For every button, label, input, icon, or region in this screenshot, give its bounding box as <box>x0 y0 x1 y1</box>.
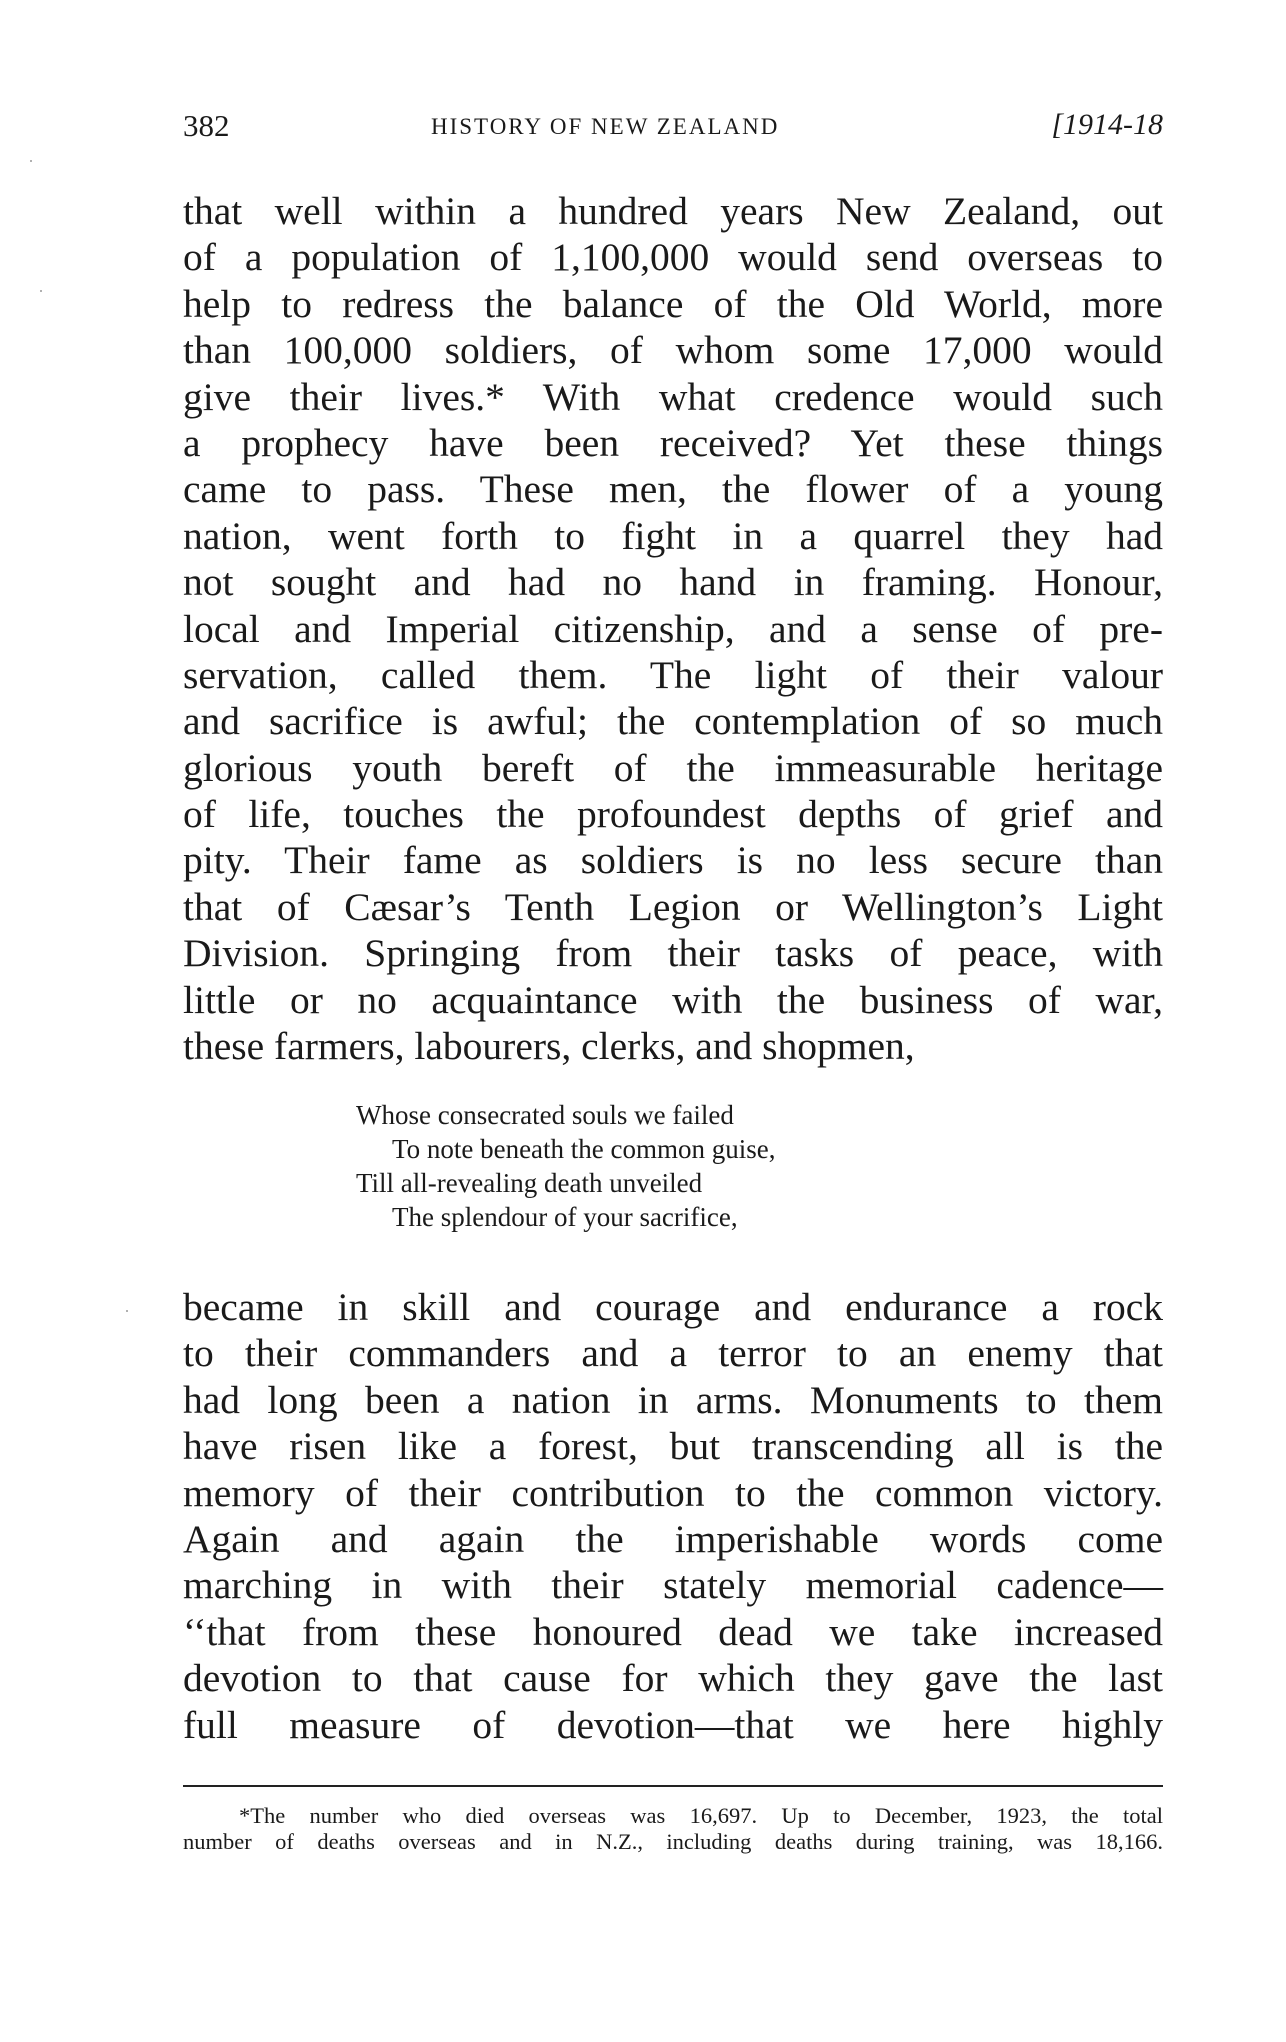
date-range: [1914-18 <box>1051 108 1163 141</box>
text-line: give their lives.* With what credence would such <box>183 374 1163 419</box>
poem-line: Whose consecrated souls we failed <box>356 1100 734 1130</box>
text-line: to their commanders and a terror to an enemy that <box>183 1331 1163 1376</box>
text-line: help to redress the balance of the Old World, more <box>183 281 1163 326</box>
poem-line: To note beneath the common guise, <box>392 1134 776 1164</box>
text-line: a prophecy have been received? Yet these things <box>183 420 1163 465</box>
text-line: servation, called them. The light of their valour <box>183 652 1163 697</box>
poem-line: Till all-revealing death unveiled <box>356 1168 703 1198</box>
poem-line: The splendour of your sacrifice, <box>392 1202 738 1232</box>
poem-quotation <box>356 1098 776 1234</box>
running-title: HISTORY OF NEW ZEALAND <box>431 114 780 139</box>
scan-speck <box>40 290 42 292</box>
text-line: than 100,000 soldiers, of whom some 17,000 would <box>183 328 1163 373</box>
footnote <box>183 1803 1163 1855</box>
text-line: came to pass. These men, the flower of a young <box>183 467 1163 512</box>
footnote-divider <box>183 1785 1163 1787</box>
text-line: these farmers, labourers, clerks, and shopmen, <box>183 1024 915 1069</box>
footnote-line: number of deaths overseas and in N.Z., including deaths during training, was 18,166. <box>183 1829 1163 1854</box>
scan-speck <box>126 1310 128 1312</box>
text-line: and sacrifice is awful; the contemplation of so much <box>183 699 1163 744</box>
text-line: ‘‘that from these honoured dead we take increased <box>183 1609 1163 1654</box>
text-line: pity. Their fame as soldiers is no less secure than <box>183 838 1163 883</box>
text-line: that well within a hundred years New Zealand, out <box>183 189 1163 233</box>
text-line: memory of their contribution to the common victory. <box>183 1470 1163 1515</box>
text-line: little or no acquaintance with the business of war, <box>183 977 1163 1022</box>
text-line: devotion to that cause for which they gave the last <box>183 1656 1163 1701</box>
page-number: 382 <box>183 108 230 143</box>
footnote-line: *The number who died overseas was 16,697. Up to December, 1923, the total <box>239 1803 1163 1828</box>
text-line: marching in with their stately memorial cadence— <box>183 1563 1163 1608</box>
paragraph-1 <box>183 188 1163 1069</box>
text-line: local and Imperial citizenship, and a sense of pre- <box>183 606 1163 651</box>
text-line: had long been a nation in arms. Monuments to them <box>183 1377 1163 1422</box>
text-line: full measure of devotion—that we here highly <box>183 1702 1163 1747</box>
text-line: became in skill and courage and endurance a rock <box>183 1285 1163 1329</box>
running-head <box>183 108 1163 148</box>
paragraph-2 <box>183 1284 1163 1748</box>
scan-speck <box>30 160 32 162</box>
text-line: not sought and had no hand in framing. Honour, <box>183 560 1163 605</box>
text-line: of a population of 1,100,000 would send overseas to <box>183 235 1163 280</box>
text-line: glorious youth bereft of the immeasurable heritage <box>183 745 1163 790</box>
text-line: that of Cæsar’s Tenth Legion or Wellington’s Light <box>183 884 1163 929</box>
text-line: nation, went forth to fight in a quarrel they had <box>183 513 1163 558</box>
text-line: Division. Springing from their tasks of peace, with <box>183 931 1163 976</box>
text-line: have risen like a forest, but transcending all is the <box>183 1424 1163 1469</box>
text-line: of life, touches the profoundest depths of grief and <box>183 792 1163 837</box>
text-line: Again and again the imperishable words come <box>183 1516 1163 1561</box>
